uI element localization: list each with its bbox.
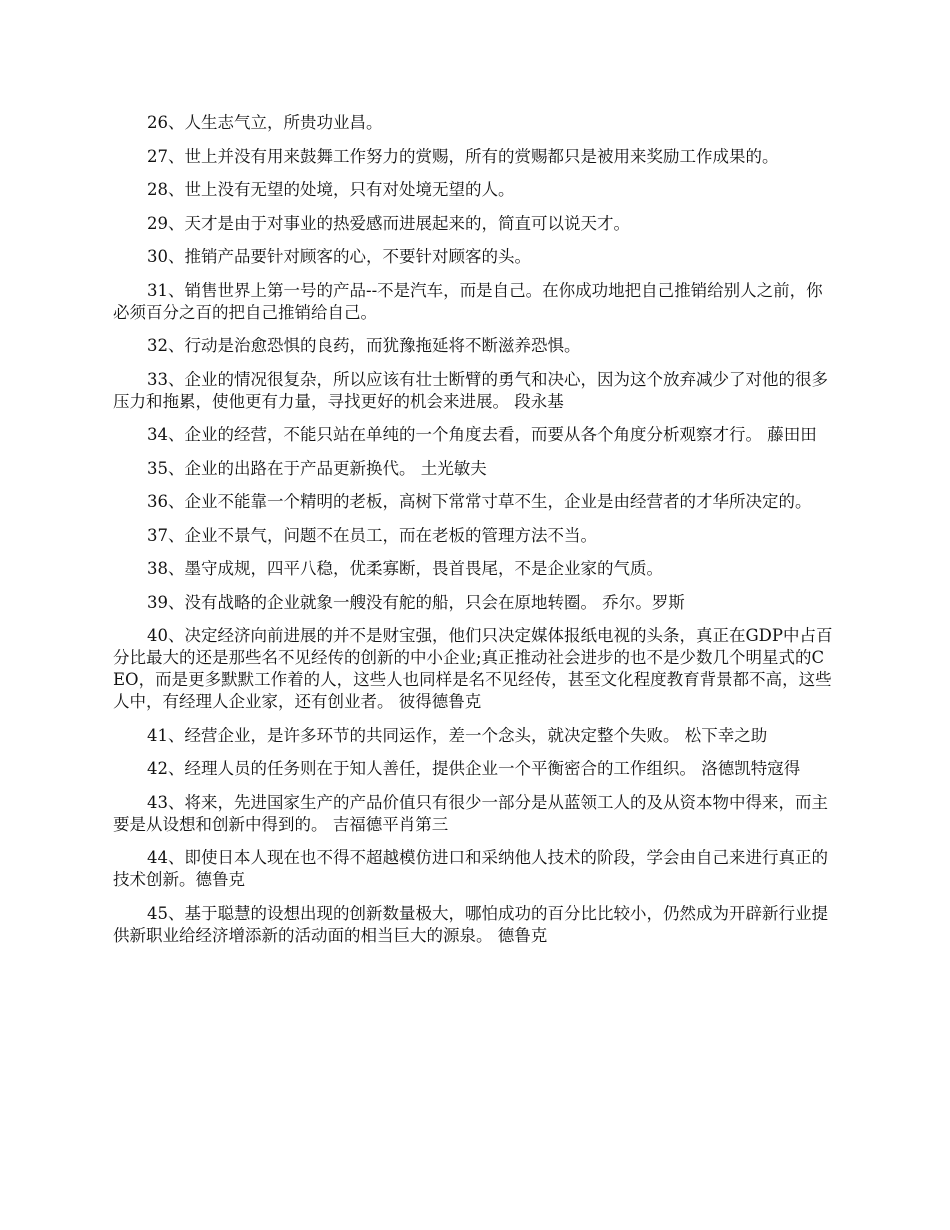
quote-34: 34、企业的经营，不能只站在单纯的一个角度去看，而要从各个角度分析观察才行。 藤田田	[147, 425, 817, 444]
quote-38: 38、墨守成规，四平八稳，优柔寡断，畏首畏尾，不是企业家的气质。	[147, 559, 663, 578]
quote-30: 30、推销产品要针对顾客的心，不要针对顾客的头。	[147, 247, 531, 266]
quote-45: 45、基于聪慧的设想出现的创新数量极大，哪怕成功的百分比比较小，仍然成为开辟新行业提供新职业给经济增添新的活动面的相当巨大的源泉。 德鲁克	[113, 903, 828, 945]
quote-29: 29、天才是由于对事业的热爱感而进展起来的，简直可以说天才。	[147, 213, 630, 233]
quote-43: 43、将来，先进国家生产的产品价值只有很少一部分是从蓝领工人的及从资本物中得来，而主要是从设想和创新中得到的。 吉福德平肖第三	[113, 792, 828, 834]
quote-32: 32、行动是治愈恐惧的良药，而犹豫拖延将不断滋养恐惧。	[147, 336, 581, 355]
quote-36: 36、企业不能靠一个精明的老板，高树下常常寸草不生，企业是由经营者的才华所决定的。	[147, 492, 812, 511]
quote-44: 44、即使日本人现在也不得不超越模仿进口和采纳他人技术的阶段，学会由自己来进行真正的技术创新。德鲁克	[113, 848, 828, 889]
quote-27: 27、世上并没有用来鼓舞工作努力的赏赐，所有的赏赐都只是被用来奖励工作成果的。	[147, 146, 779, 166]
quote-28: 28、世上没有无望的处境，只有对处境无望的人。	[147, 180, 515, 199]
document-body	[113, 112, 833, 958]
quote-41: 41、经营企业，是许多环节的共同运作，差一个念头，就决定整个失败。 松下幸之助	[147, 725, 768, 745]
quote-31: 31、销售世界上第一号的产品--不是汽车，而是自己。在你成功地把自己推销给别人之前，你必须百分之百的把自己推销给自己。	[113, 280, 823, 322]
quote-37: 37、企业不景气，问题不在员工，而在老板的管理方法不当。	[147, 525, 597, 545]
quote-42: 42、经理人员的任务则在于知人善任，提供企业一个平衡密合的工作组织。 洛德凯特寇得	[147, 759, 801, 778]
quote-35: 35、企业的出路在于产品更新换代。 土光敏夫	[147, 458, 487, 478]
quote-39: 39、没有战略的企业就象一艘没有舵的船，只会在原地转圈。 乔尔。罗斯	[147, 592, 685, 612]
quote-33: 33、企业的情况很复杂，所以应该有壮士断臂的勇气和决心，因为这个放弃减少了对他的很多压力和拖累，使他更有力量，寻找更好的机会来进展。 段永基	[113, 369, 828, 411]
quote-40: 40、决定经济向前进展的并不是财宝强，他们只决定媒体报纸电视的头条，真正在GDP中占百分比最大的还是那些名不见经传的创新的中小企业;真正推动社会进步的也不是少数几个明星式的CEO，而是更多默默工作着的人，这些人也同样是名不见经传，甚至文化程度教育背景都不高，这些人中，有经理人企业家，还有创业者。 彼得德鲁克	[113, 626, 833, 711]
quote-26: 26、人生志气立，所贵功业昌。	[147, 113, 383, 132]
